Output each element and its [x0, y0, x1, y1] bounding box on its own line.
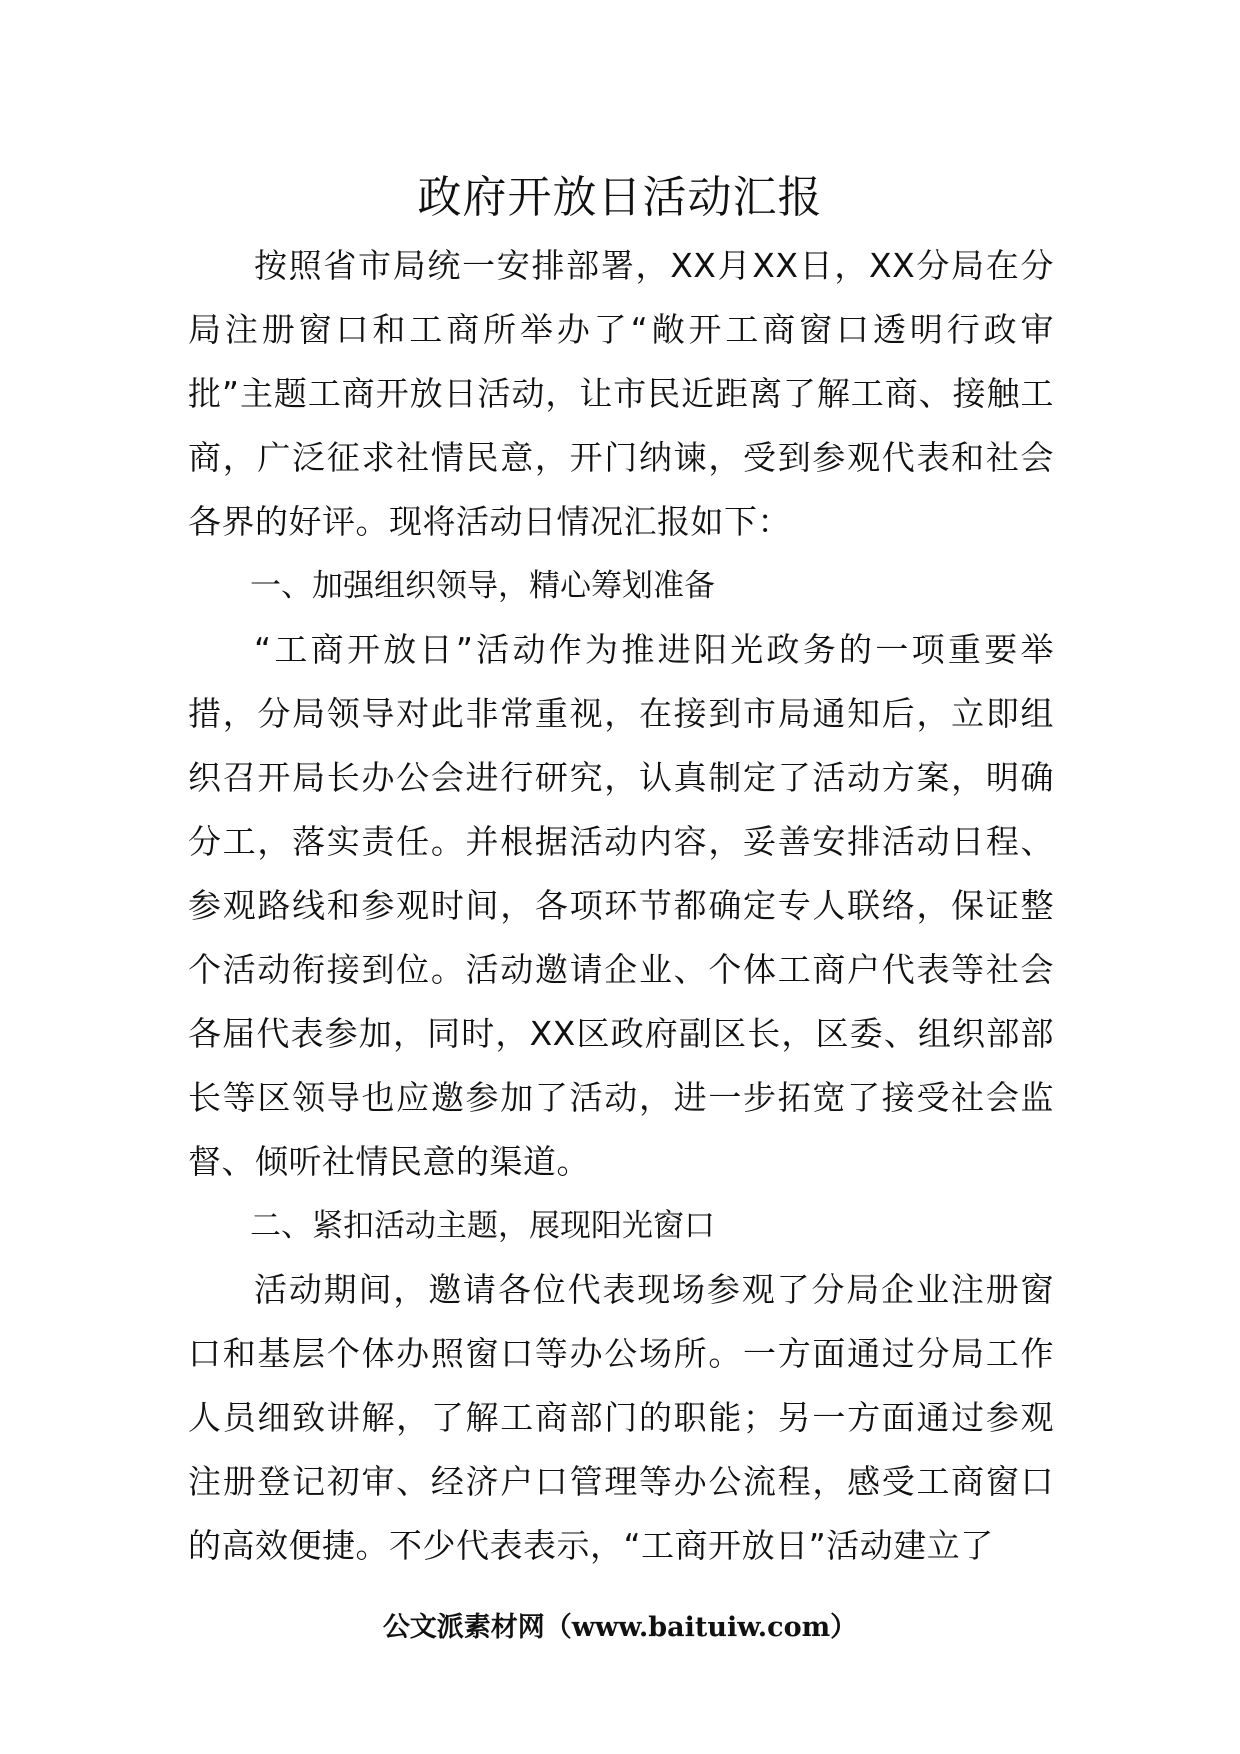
section-1-paragraph: “工商开放日”活动作为推进阳光政务的一项重要举措，分局领导对此非常重视，在接到市局通知后，立即组织召开局长办公会进行研究，认真制定了活动方案，明确分工，落实责任。并根据活动内容，妥善安排活动日程、参观路线和参观时间，各项环节都确定专人联络，保证整个活动衔接到位。活动邀请企业、个体工商户代表等社会各届代表参加，同时，XX区政府副区长，区委、组织部部长等区领导也应邀参加了活动，进一步拓宽了接受社会监督、倾听社情民意的渠道。: [188, 630, 1054, 1181]
document-title: 政府开放日活动汇报: [417, 172, 823, 223]
section-2-paragraph: 活动期间，邀请各位代表现场参观了分局企业注册窗口和基层个体办照窗口等办公场所。一方面通过分局工作人员细致讲解，了解工商部门的职能；另一方面通过参观注册登记初审、经济户口管理等办公流程，感受工商窗口的高效便捷。不少代表表示，“工商开放日”活动建立了: [188, 1270, 1054, 1565]
section-1-heading: 一、加强组织领导，精心筹划准备: [250, 568, 715, 604]
footer-watermark: 公文派素材网（www.baituiw.com）: [382, 1612, 858, 1643]
section-2-heading: 二、紧扣活动主题，展现阳光窗口: [250, 1208, 715, 1244]
intro-paragraph: 按照省市局统一安排部署，XX月XX日，XX分局在分局注册窗口和工商所举办了“敞开工商窗口透明行政审批”主题工商开放日活动，让市民近距离了解工商、接触工商，广泛征求社情民意，开门纳谏，受到参观代表和社会各界的好评。现将活动日情况汇报如下：: [188, 246, 1054, 541]
document-body: [188, 234, 1054, 1578]
